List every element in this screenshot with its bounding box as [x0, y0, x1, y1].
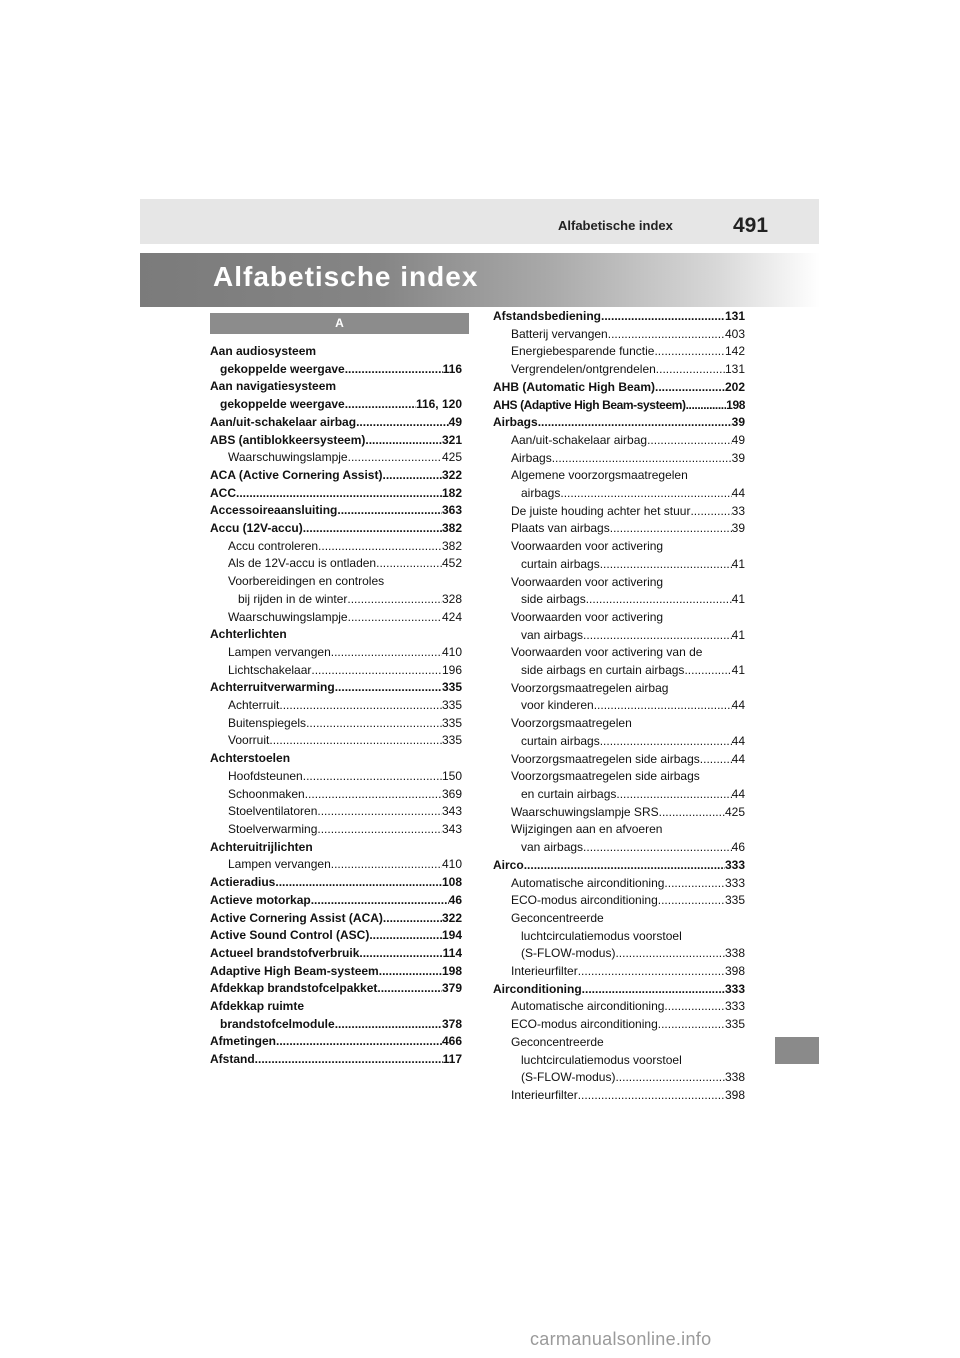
- index-subentry: luchtcirculatiemodus voorstoel: [521, 1052, 682, 1067]
- index-entry: Aan audiosysteem: [210, 344, 317, 358]
- index-subentry: voor kinderen ..... 44: [493, 697, 745, 715]
- index-entry: AHB (Automatic High Beam) ..... 202: [493, 379, 745, 397]
- index-entry: Aan/uit-schakelaar airbag ..... 49: [210, 414, 462, 432]
- index-subentry: Waarschuwingslampje ..... 424: [210, 609, 462, 627]
- watermark-text: carmanualsonline.info: [530, 1329, 712, 1349]
- index-entry: brandstofcelmodule ..... 378: [210, 1016, 462, 1034]
- page-ref: 198: [441, 963, 462, 978]
- page-ref: 194: [441, 928, 462, 943]
- page-ref: 44: [731, 698, 745, 713]
- page-ref: 379: [441, 981, 462, 996]
- index-subentry: Lampen vervangen ..... 410: [210, 644, 462, 662]
- index-subentry: curtain airbags ..... 44: [493, 733, 745, 751]
- page-ref: 322: [441, 467, 462, 482]
- page-ref: 335: [441, 698, 462, 713]
- index-entry: gekoppelde weergave ..... 116, 120: [210, 396, 462, 414]
- index-entry: Accessoireaansluiting ..... 363: [210, 502, 462, 520]
- index-subentry: bij rijden in de winter ..... 328: [210, 591, 462, 609]
- page-ref: 33: [731, 503, 745, 518]
- index-subentry: side airbags ..... 41: [493, 591, 745, 609]
- index-subentry: Lichtschakelaar ..... 196: [210, 662, 462, 680]
- index-entry: AHS (Adaptive High Beam-systeem) ..... 198: [493, 397, 745, 415]
- index-entry: Accu (12V-accu) ..... 382: [210, 520, 462, 538]
- page-ref: 202: [724, 379, 745, 394]
- index-subentry: Voorruit ..... 335: [210, 732, 462, 750]
- index-subentry: Waarschuwingslampje SRS ..... 425: [493, 804, 745, 822]
- index-subentry: Plaats van airbags ..... 39: [493, 520, 745, 538]
- index-subentry: Waarschuwingslampje ..... 425: [210, 449, 462, 467]
- index-entry: Afdekkap ruimte: [210, 999, 305, 1014]
- index-subentry: Als de 12V-accu is ontladen ..... 452: [210, 555, 462, 573]
- page-ref: 335: [724, 893, 745, 908]
- index-subentry: Aan/uit-schakelaar airbag ..... 49: [493, 432, 745, 450]
- title-banner: [140, 253, 820, 307]
- page-ref: 44: [731, 486, 745, 501]
- page-ref: 49: [448, 414, 462, 429]
- index-subentry: Geconcentreerde: [511, 1034, 604, 1049]
- index-entry: ACC ..... 182: [210, 485, 462, 503]
- page-ref: 335: [441, 680, 462, 695]
- index-entry: Actueel brandstofverbruik ..... 114: [210, 945, 462, 963]
- index-subentry: Voorzorgsmaatregelen airbag: [511, 680, 669, 695]
- index-entry: ACA (Active Cornering Assist) ..... 322: [210, 467, 462, 485]
- page-ref: 49: [731, 432, 745, 447]
- index-subentry: Geconcentreerde: [511, 910, 604, 925]
- index-entry: Airco ..... 333: [493, 857, 745, 875]
- page-ref: 328: [441, 591, 462, 606]
- page-ref: 116, 120: [415, 397, 462, 412]
- page-ref: 44: [731, 751, 745, 766]
- index-entry: ABS (antiblokkeersysteem) ..... 321: [210, 432, 462, 450]
- page-ref: 39: [731, 415, 745, 430]
- index-entry: Achterruitverwarming ..... 335: [210, 679, 462, 697]
- page-ref: 425: [441, 450, 462, 465]
- page-ref: 39: [731, 450, 745, 465]
- page-ref: 131: [724, 309, 745, 323]
- index-subentry: Buitenspiegels ..... 335: [210, 715, 462, 733]
- page-ref: 378: [441, 1016, 462, 1031]
- index-subentry: Lampen vervangen ..... 410: [210, 856, 462, 874]
- index-entry: Afstandsbediening ..... 131: [493, 308, 745, 326]
- page-number: 491: [733, 214, 769, 237]
- page-title: Alfabetische index: [213, 261, 479, 292]
- index-subentry: Voorwaarden voor activering van de: [511, 645, 703, 660]
- index-subentry: airbags ..... 44: [493, 485, 745, 503]
- index-subentry: Automatische airconditioning ..... 333: [493, 998, 745, 1016]
- page-ref: 116: [442, 361, 462, 376]
- index-subentry: curtain airbags ..... 41: [493, 556, 745, 574]
- index-subentry: Voorzorgsmaatregelen: [511, 716, 632, 731]
- page-ref: 131: [724, 362, 745, 377]
- page-ref: 466: [441, 1034, 462, 1049]
- page-ref: 338: [724, 1070, 745, 1085]
- index-column-right: [493, 308, 745, 1105]
- page-ref: 410: [441, 644, 462, 659]
- index-subentry: Voorwaarden voor activering: [511, 609, 664, 624]
- page-ref: 338: [724, 946, 745, 961]
- index-subentry: Schoonmaken ..... 369: [210, 786, 462, 804]
- index-subentry: (S-FLOW-modus) ..... 338: [493, 945, 745, 963]
- page-ref: 343: [441, 821, 462, 836]
- page-ref: 39: [731, 521, 745, 536]
- page-ref: 322: [441, 910, 462, 925]
- index-subentry: Hoofdsteunen ..... 150: [210, 768, 462, 786]
- page-ref: 452: [441, 556, 462, 571]
- index-subentry: Voorzorgsmaatregelen side airbags ..... 44: [493, 751, 745, 769]
- index-subentry: Stoelventilatoren ..... 343: [210, 803, 462, 821]
- index-subentry: Interieurfilter ..... 398: [493, 963, 745, 981]
- page-ref: 44: [731, 786, 745, 801]
- page-ref: 403: [724, 326, 745, 341]
- index-entry: Achteruitrijlichten: [210, 839, 313, 854]
- page-ref: 41: [731, 592, 745, 607]
- page-ref: 382: [441, 538, 462, 553]
- index-subentry: De juiste houding achter het stuur ..... 33: [493, 503, 745, 521]
- section-thumb-tab: [775, 1037, 819, 1064]
- index-subentry: Energiebesparende functie ..... 142: [493, 343, 745, 361]
- index-subentry: Automatische airconditioning ..... 333: [493, 875, 745, 893]
- page-ref: 335: [441, 733, 462, 748]
- index-subentry: Accu controleren ..... 382: [210, 538, 462, 556]
- page-ref: 182: [441, 485, 462, 500]
- index-subentry: Voorzorgsmaatregelen side airbags: [511, 769, 700, 784]
- page-ref: 108: [441, 875, 462, 890]
- index-subentry: Vergrendelen/ontgrendelen ..... 131: [493, 361, 745, 379]
- index-subentry: luchtcirculatiemodus voorstoel: [521, 928, 682, 943]
- page-header-bar: [140, 199, 819, 244]
- index-subentry: Algemene voorzorgsmaatregelen: [511, 468, 688, 483]
- index-subentry: Achterruit ..... 335: [210, 697, 462, 715]
- index-entry: Adaptive High Beam-systeem ..... 198: [210, 963, 462, 981]
- index-subentry: side airbags en curtain airbags ..... 41: [493, 662, 745, 680]
- index-subentry: en curtain airbags ..... 44: [493, 786, 745, 804]
- page-ref: 150: [441, 768, 462, 783]
- index-subentry: ECO-modus airconditioning ..... 335: [493, 1016, 745, 1034]
- index-subentry: (S-FLOW-modus) ..... 338: [493, 1069, 745, 1087]
- index-entry: Achterstoelen: [210, 751, 291, 766]
- page-ref: 425: [724, 804, 745, 819]
- index-entry: Airbags ..... 39: [493, 414, 745, 432]
- page-ref: 335: [441, 715, 462, 730]
- section-letter-heading: A: [210, 313, 469, 334]
- index-subentry: van airbags ..... 46: [493, 839, 745, 857]
- page-ref: 46: [448, 892, 462, 907]
- index-subentry: Voorwaarden voor activering: [511, 574, 664, 589]
- index-entry: Afmetingen ..... 466: [210, 1033, 462, 1051]
- index-entry: gekoppelde weergave ..... 116: [210, 361, 462, 379]
- page-ref: 343: [441, 804, 462, 819]
- index-subentry: ECO-modus airconditioning ..... 335: [493, 892, 745, 910]
- index-entry: Afdekkap brandstofcelpakket ..... 379: [210, 980, 462, 998]
- page-ref: 41: [731, 663, 745, 678]
- index-entry: Aan navigatiesysteem: [210, 379, 337, 394]
- page-ref: 410: [441, 857, 462, 872]
- index-entry: Achterlichten: [210, 627, 287, 642]
- page-ref: 398: [724, 964, 745, 979]
- page-ref: 424: [441, 609, 462, 624]
- page-ref: 333: [724, 875, 745, 890]
- index-subentry: Airbags ..... 39: [493, 450, 745, 468]
- index-subentry: Voorbereidingen en controles: [228, 574, 385, 589]
- page-ref: 363: [441, 503, 462, 518]
- page-ref: 398: [724, 1087, 745, 1102]
- page-ref: 117: [442, 1052, 462, 1067]
- page-ref: 333: [724, 999, 745, 1014]
- page-ref: 46: [731, 840, 745, 855]
- page-ref: 44: [731, 733, 745, 748]
- index-entry: Afstand ..... 117: [210, 1051, 462, 1069]
- page-ref: 321: [441, 432, 462, 447]
- index-subentry: Wijzigingen aan en afvoeren: [511, 822, 663, 837]
- page-ref: 41: [731, 556, 745, 571]
- page-ref: 333: [724, 857, 745, 872]
- index-entry: Active Cornering Assist (ACA) ..... 322: [210, 910, 462, 928]
- index-column-left: [210, 343, 462, 1069]
- page-ref: 369: [441, 786, 462, 801]
- page-ref: 198: [726, 397, 745, 412]
- index-entry: Airconditioning ..... 333: [493, 981, 745, 999]
- index-entry: Actieradius ..... 108: [210, 874, 462, 892]
- page-ref: 142: [724, 344, 745, 359]
- index-subentry: Interieurfilter ..... 398: [493, 1087, 745, 1105]
- index-subentry: Voorwaarden voor activering: [511, 539, 664, 554]
- index-subentry: van airbags ..... 41: [493, 627, 745, 645]
- index-entry: Active Sound Control (ASC) ..... 194: [210, 927, 462, 945]
- page-ref: 196: [441, 662, 462, 677]
- page-ref: 41: [731, 627, 745, 642]
- index-subentry: Batterij vervangen ..... 403: [493, 326, 745, 344]
- page-ref: 335: [724, 1017, 745, 1032]
- page-ref: 333: [724, 981, 745, 996]
- index-subentry: Stoelverwarming ..... 343: [210, 821, 462, 839]
- running-header-title: Alfabetische index: [558, 218, 673, 233]
- page-ref: 114: [442, 945, 462, 960]
- index-entry: Actieve motorkap ..... 46: [210, 892, 462, 910]
- page-ref: 382: [441, 521, 462, 536]
